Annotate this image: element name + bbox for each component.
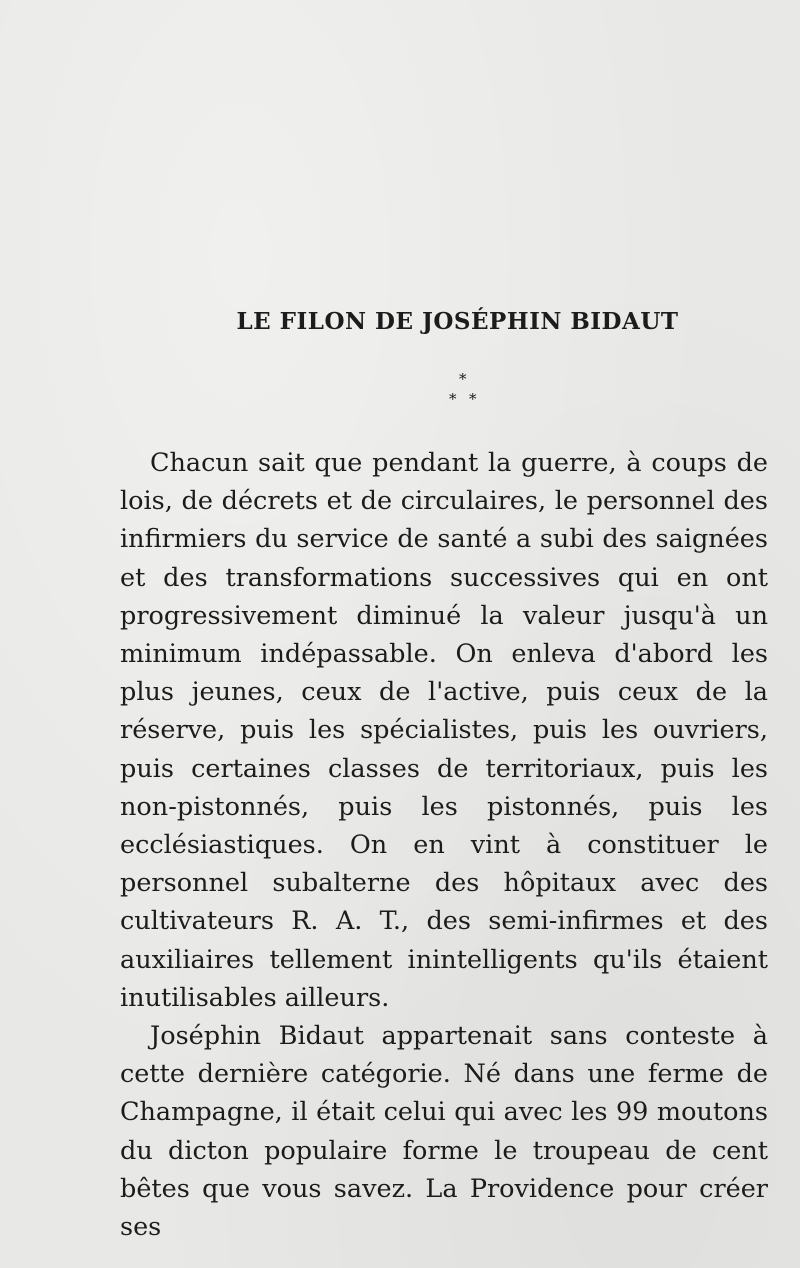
paragraph-1: Chacun sait que pendant la guerre, à coups de lois, de décrets et de circulaires, le personnel des infirmiers du service de santé a subi des saignées et des transformations successives qui en ont progressivement diminué la valeur jusqu'à un minimum indépassable. On enleva d'abord les plus jeunes, ceux de l'active, puis ceux de la réserve, puis les spécialistes, puis les ouvriers, puis certaines classes de territoriaux, puis les non-pistonnés, puis les pistonnés, puis les ecclésiastiques. On en vint à constituer le personnel subalterne des hôpitaux avec des cultivateurs R. A. T., des semi-infirmes et des auxiliaires tellement inintelligents qu'ils étaient inutilisables ailleurs. xyxy=(120,448,768,1013)
asterism-star-top: * xyxy=(459,370,467,388)
chapter-title: LE FILON DE JOSÉPHIN BIDAUT xyxy=(236,308,679,335)
paragraph-2: Joséphin Bidaut appartenait sans conteste à cette dernière catégorie. Né dans une ferme de Champagne, il était celui qui avec les 99 moutons du dicton populaire forme le troupeau de cent bêtes que vous savez. La Providence pour créer ses xyxy=(120,1021,768,1243)
asterism-star-left: * xyxy=(449,390,457,408)
asterism-separator xyxy=(442,372,492,418)
asterism-star-right: * xyxy=(469,390,477,408)
chapter-body xyxy=(120,444,768,1246)
